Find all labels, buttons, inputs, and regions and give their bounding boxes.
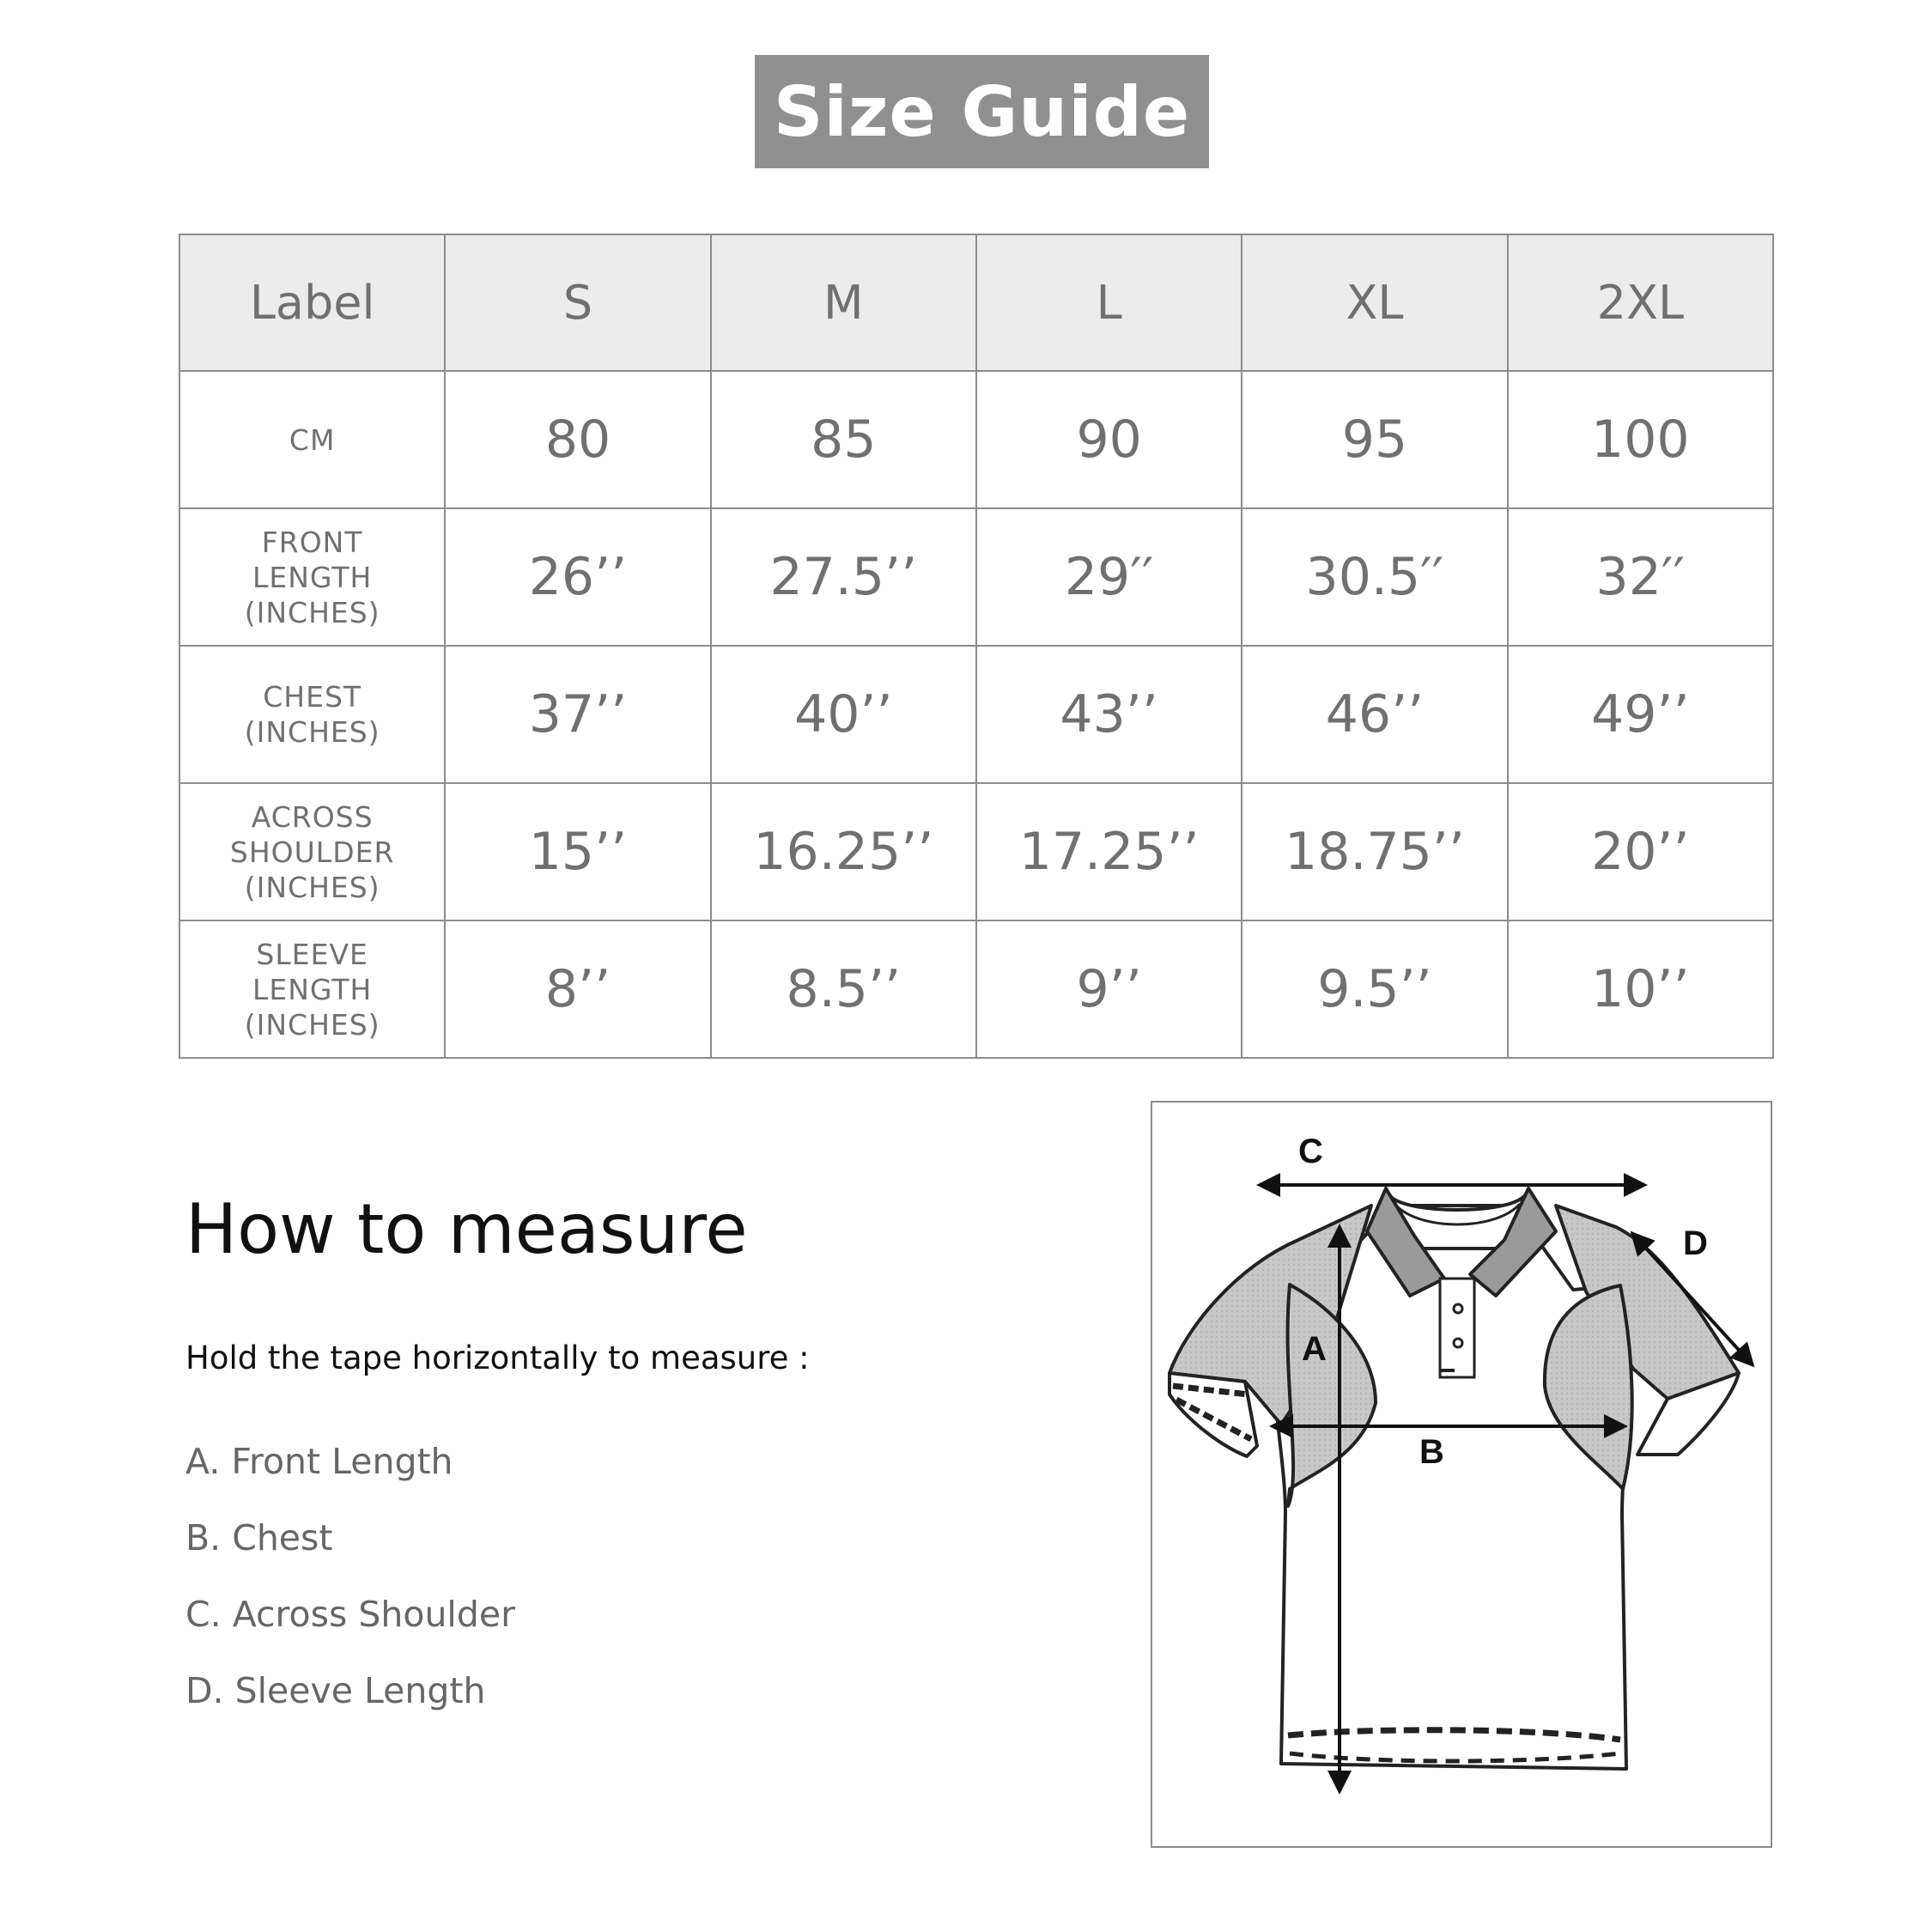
header-size-m: M (711, 234, 976, 371)
header-size-s: S (445, 234, 710, 371)
row-label: ACROSS SHOULDER (INCHES) (179, 783, 445, 920)
table-row-cm (179, 371, 1773, 508)
table-cell: 80 (445, 371, 710, 508)
table-cell: 8’’ (445, 920, 710, 1058)
table-row-chest (179, 646, 1773, 783)
label-a: A (1302, 1330, 1327, 1368)
row-label: CM (179, 371, 445, 508)
measure-list (185, 1436, 515, 1741)
table-cell: 9.5’’ (1242, 920, 1507, 1058)
label-b: B (1419, 1433, 1444, 1471)
list-item: D. Sleeve Length (185, 1670, 486, 1711)
table-cell: 30.5′′ (1242, 508, 1507, 646)
table-cell: 8.5’’ (711, 920, 976, 1058)
table-cell: 27.5’’ (711, 508, 976, 646)
header-size-2xl: 2XL (1508, 234, 1773, 371)
button-icon (1454, 1304, 1462, 1313)
button-icon (1454, 1339, 1462, 1347)
table-cell: 46’’ (1242, 646, 1507, 783)
table-cell: 49’’ (1508, 646, 1773, 783)
table-row-across-shoulder (179, 783, 1773, 920)
table-cell: 20’’ (1508, 783, 1773, 920)
table-cell: 17.25’’ (976, 783, 1242, 920)
placket (1440, 1279, 1474, 1377)
table-row-front-length (179, 508, 1773, 646)
table-cell: 90 (976, 371, 1242, 508)
how-to-measure-title: How to measure (185, 1189, 748, 1269)
table-cell: 95 (1242, 371, 1507, 508)
table-cell: 43’’ (976, 646, 1242, 783)
polo-shirt-diagram (1151, 1101, 1772, 1848)
size-table (179, 234, 1774, 1059)
header-size-xl: XL (1242, 234, 1507, 371)
table-cell: 32′′ (1508, 508, 1773, 646)
table-cell: 18.75’’ (1242, 783, 1507, 920)
table-cell: 40’’ (711, 646, 976, 783)
list-item: A. Front Length (185, 1441, 453, 1482)
measure-instruction: Hold the tape horizontally to measure : (185, 1340, 810, 1376)
table-cell: 37’’ (445, 646, 710, 783)
label-c: C (1298, 1133, 1323, 1170)
table-row-sleeve-length (179, 920, 1773, 1058)
row-label: CHEST (INCHES) (179, 646, 445, 783)
table-cell: 15’’ (445, 783, 710, 920)
table-cell: 26’’ (445, 508, 710, 646)
row-label: FRONT LENGTH (INCHES) (179, 508, 445, 646)
header-label: Label (179, 234, 445, 371)
table-cell: 85 (711, 371, 976, 508)
header-size-l: L (976, 234, 1242, 371)
table-cell: 9’’ (976, 920, 1242, 1058)
table-cell: 100 (1508, 371, 1773, 508)
list-item: B. Chest (185, 1517, 333, 1558)
page-title: Size Guide (755, 55, 1209, 168)
table-cell: 16.25’’ (711, 783, 976, 920)
table-cell: 29′′ (976, 508, 1242, 646)
table-header-row (179, 234, 1773, 371)
row-label: SLEEVE LENGTH (INCHES) (179, 920, 445, 1058)
label-d: D (1683, 1224, 1708, 1262)
table-cell: 10’’ (1508, 920, 1773, 1058)
polo-shirt-illustration (1152, 1103, 1774, 1850)
list-item: C. Across Shoulder (185, 1594, 515, 1635)
